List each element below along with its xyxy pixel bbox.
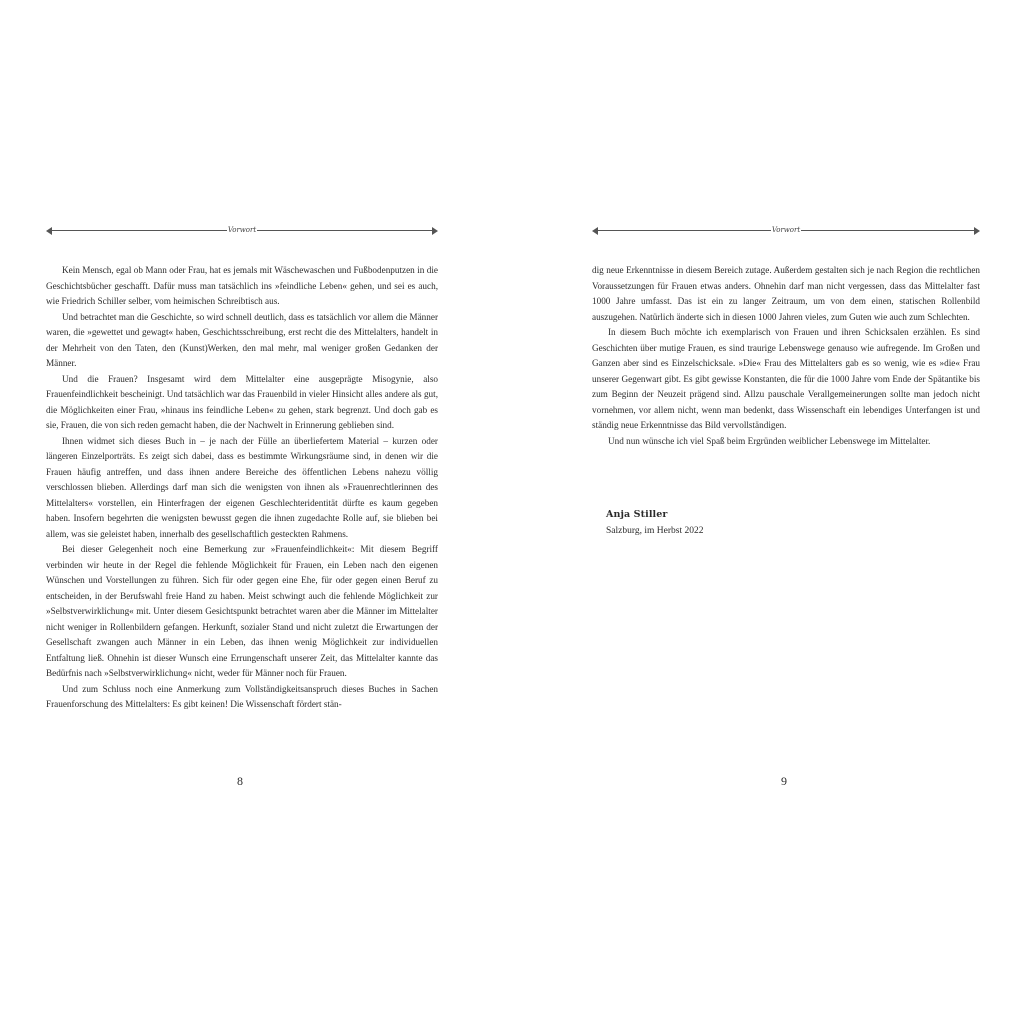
paragraph: Und betrachtet man die Geschichte, so wird schnell deutlich, dass es tatsächlich vor allem die Männer waren, die »gewettet und gewagt« haben, Geschichtsschreibung, erst recht die des Mittelalters, handelt in der Mehrheit von den Taten, den (Kunst)Werken, den mal mehr, mal weniger großen Gedanken der Männer. <box>46 311 438 368</box>
place-date: Salzburg, im Herbst 2022 <box>606 526 704 536</box>
running-head-right <box>592 226 980 236</box>
arrow-right-ornament <box>974 227 980 235</box>
page-number: 8 <box>237 774 243 788</box>
paragraph: Und nun wünsche ich viel Spaß beim Ergründen weiblicher Lebenswege im Mittelalter. <box>608 435 931 446</box>
paragraph: Und zum Schluss noch eine Anmerkung zum Vollständigkeitsanspruch dieses Buches in Sachen Frauenforschung des Mittelalters: Es gibt keinen! Die Wissenschaft fördert stän- <box>46 683 438 709</box>
paragraph: Kein Mensch, egal ob Mann oder Frau, hat es jemals mit Wäschewaschen und Fußbodenputzen in die Geschichtsbücher geschafft. Dafür muss man tatsächlich ins »feindliche Leben« gehen, und sei es auch, wie Friedrich Schiller selber, vom heimischen Schreibtisch aus. <box>46 265 438 306</box>
paragraph-continuation: dig neue Erkenntnisse in diesem Bereich zutage. Außerdem gestalten sich je nach Region die rechtlichen Voraussetzungen für Frauen etwas anders. Ohnehin darf man nicht vergessen, dass das Mittelalter fast 1000 Jahre umfasst. Das ist ein zu langer Zeitraum, um von dem einen, statischen Rollenbild auszugehen. Natürlich änderte sich in diesen 1000 Jahren vieles, zum Guten wie auch zum Schlechten. <box>592 265 980 322</box>
running-head-label: Vorwort <box>771 226 801 234</box>
running-head-left <box>46 226 438 236</box>
paragraph: Bei dieser Gelegenheit noch eine Bemerkung zur »Frauenfeindlichkeit«: Mit diesem Begriff verbinden wir heute in der Regel die fehlende Möglichkeit für Frauen, ein Leben nach den eigenen Wünschen und Vorstellungen zu führen. Sich für oder gegen eine Ehe, für oder gegen einen Beruf zu entscheiden, in der Berufswahl freie Hand zu haben. Meist schwingt auch die fehlende Möglichkeit zur »Selbstverwirklichung« mit. Unter diesem Gesichtspunkt betrachtet waren aber die Männer im Mittelalter nicht weniger in Rollenbildern gefangen. Herkunft, sozialer Stand und nicht zuletzt die Erwartungen der Gesellschaft zwangen auch Männer in ein Leben, das ihnen wenig Möglichkeit zur individuellen Entfaltung ließ. Ohnehin ist dieser Wunsch eine Errungenschaft unserer Zeit, das Mittelalter kannte das Bedürfnis nach »Selbstverwirklichung« nicht, weder für Männer noch für Frauen. <box>46 544 438 678</box>
left-page-body <box>46 263 438 713</box>
right-page-body <box>592 263 980 449</box>
right-page <box>512 0 1024 1024</box>
paragraph: Ihnen widmet sich dieses Buch in – je nach der Fülle an überliefertem Material – kurzen oder längeren Einzelporträts. Es zeigt sich dabei, dass es bestimmte Wirkungsräume sind, in denen wir die Frauen häufig antreffen, und dass ihnen andere Bereiche des öffentlichen Lebens nahezu völlig verschlossen blieben. Allerdings darf man sich die wenigsten von ihnen als »Frauenrechtlerinnen des Mittelalters« vorstellen, ein Hinterfragen der eigenen Geschlechteridentität dürfte es kaum gegeben haben. Insofern begehrten die wenigsten bewusst gegen die ihnen zugedachte Rolle auf, sie blieben bei allem, was sie geleistet haben, innerhalb des gesellschaftlich gesteckten Rahmens. <box>46 435 438 539</box>
arrow-right-ornament <box>432 227 438 235</box>
author-name: Anja Stiller <box>606 509 668 520</box>
paragraph: In diesem Buch möchte ich exemplarisch von Frauen und ihren Schicksalen erzählen. Es sind Geschichten über mutige Frauen, es sind traurige Lebenswege genauso wie aufregende. Im Großen und Ganzen aber sind es Einzelschicksale. »Die« Frau des Mittelalters gab es so wenig, wie es »die« Frau unserer Gegenwart gibt. Es gibt gewisse Konstanten, die für die 1000 Jahre vom Ende der Spätantike bis zum Beginn der Neuzeit prägend sind. Allzu pauschale Verallgemeinerungen sollte man jedoch nicht vornehmen, vor allem nicht, wenn man bedenkt, dass Wissenschaft ein lebendiges Unterfangen ist und ständig neue Erkenntnisse das Bild vervollständigen. <box>592 327 980 430</box>
page-number: 9 <box>781 774 787 788</box>
rule-line <box>257 230 434 231</box>
signature-block <box>606 507 703 539</box>
rule-line <box>801 230 976 231</box>
paragraph: Und die Frauen? Insgesamt wird dem Mittelalter eine ausgeprägte Misogynie, also Frauenfeindlichkeit bescheinigt. Und tatsächlich war das Frauenbild in vieler Hinsicht alles andere als gut, die Möglichkeiten einer Frau, »hinaus ins feindliche Leben« zu gehen, stark begrenzt. Und doch gab es sie, Frauen, die von sich reden gemacht haben, die der Nachwelt in Erinnerung geblieben sind. <box>46 373 438 430</box>
running-head-label: Vorwort <box>227 226 257 234</box>
